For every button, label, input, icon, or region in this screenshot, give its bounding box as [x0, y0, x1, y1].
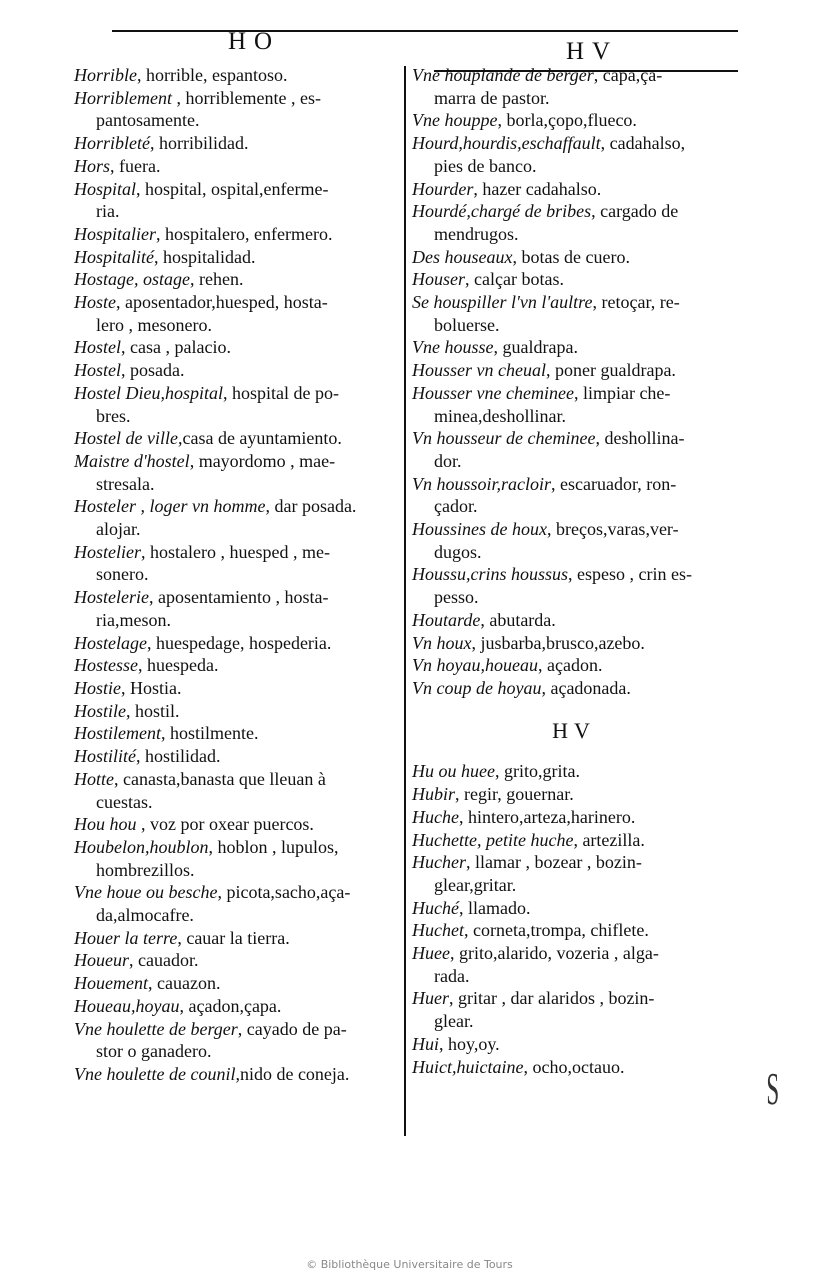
- entry-headword: Horriblement: [74, 87, 172, 108]
- dictionary-entry: [74, 632, 392, 655]
- entry-translation: , horriblemente , es-: [172, 87, 321, 108]
- entry-translation: , corneta,trompa, chiflete.: [463, 920, 649, 941]
- entry-translation: , regir, gouernar.: [455, 784, 574, 805]
- dictionary-entry: [74, 541, 392, 586]
- dictionary-entry: [412, 829, 736, 852]
- entry-translation: , hostil.: [126, 700, 180, 721]
- entry-headword: Hostie: [74, 677, 121, 698]
- entry-translation: , capa,ça-: [593, 65, 663, 85]
- dictionary-entry: [412, 609, 736, 632]
- entry-translation: , hospitalero, enfermero.: [156, 223, 333, 244]
- entry-translation: , grito,grita.: [494, 761, 580, 782]
- entry-translation: , cargado de: [591, 201, 679, 222]
- dictionary-entry: [412, 291, 736, 336]
- entry-headword: Hubir: [412, 784, 456, 805]
- dictionary-entry: [412, 268, 736, 291]
- dictionary-entry: [412, 783, 736, 806]
- dictionary-entry: [412, 632, 736, 655]
- entry-translation: , canasta,banasta que lleuan à: [114, 768, 326, 789]
- entry-headword: Houser: [412, 269, 465, 290]
- dictionary-entry: [412, 563, 736, 608]
- entry-translation: , breços,varas,ver-: [546, 519, 679, 540]
- dictionary-entry: [74, 813, 392, 836]
- entry-continuation: sonero.: [96, 564, 149, 585]
- entry-translation: , cauador.: [129, 950, 199, 971]
- entry-headword: Hostelerie: [74, 587, 149, 608]
- dictionary-entry: [412, 132, 736, 177]
- entry-translation: , botas de cuero.: [512, 246, 630, 267]
- entry-translation: , açadon.: [537, 655, 603, 676]
- entry-translation: ,casa de ayuntamiento.: [177, 428, 342, 449]
- entry-translation: , hintero,arteza,harinero.: [458, 806, 636, 827]
- dictionary-entry: [412, 200, 736, 245]
- footer-copyright: © Bibliothèque Universitaire de Tours: [306, 1258, 513, 1271]
- entry-headword: Houssines de houx: [412, 519, 547, 540]
- entry-headword: Vne housse: [412, 337, 494, 358]
- dictionary-entry: [412, 806, 736, 829]
- entry-translation: , limpiar che-: [573, 382, 671, 403]
- entry-translation: , grito,alarido, vozeria , alga-: [449, 943, 659, 964]
- entry-translation: , horribilidad.: [150, 133, 249, 154]
- page-edge-mark: S: [766, 1063, 780, 1114]
- dictionary-entry: [74, 382, 392, 427]
- entry-translation: , jusbarba,brusco,azebo.: [471, 632, 645, 653]
- entry-headword: Houeur: [74, 950, 129, 971]
- entry-headword: Huchet: [412, 920, 464, 941]
- entry-headword: Hucher: [412, 852, 466, 873]
- entry-headword: Houtarde: [412, 609, 481, 630]
- entry-headword: Vne houlette de berger: [74, 1018, 238, 1039]
- entry-continuation: çador.: [434, 496, 478, 517]
- dictionary-entry: [412, 64, 736, 109]
- entry-headword: Hostilement: [74, 723, 161, 744]
- entry-translation: , açadonada.: [541, 677, 631, 698]
- entry-headword: Huche: [412, 806, 459, 827]
- entry-headword: Hui: [412, 1033, 439, 1054]
- entry-headword: Hospital: [74, 178, 137, 199]
- dictionary-entry: [74, 1018, 392, 1063]
- entry-headword: Hoste: [74, 292, 116, 313]
- entry-continuation: dugos.: [434, 541, 482, 562]
- dictionary-entry: [412, 518, 736, 563]
- entry-headword: Hostel: [74, 337, 121, 358]
- entry-translation: , mayordomo , mae-: [189, 450, 336, 471]
- entry-translation: , rehen.: [190, 269, 244, 290]
- dictionary-entry: [412, 336, 736, 359]
- entry-translation: , casa , palacio.: [121, 337, 231, 358]
- dictionary-entry: [412, 382, 736, 427]
- entry-headword: Hostesse: [74, 655, 138, 676]
- entry-translation: , cadahalso,: [600, 133, 686, 154]
- entry-headword: Huer: [412, 988, 449, 1009]
- entry-headword: Houer la terre: [74, 927, 178, 948]
- right-column-ho-entries: [412, 64, 736, 700]
- dictionary-entry: [412, 760, 736, 783]
- dictionary-entry: [74, 836, 392, 881]
- entry-headword: Hospitalité: [74, 246, 154, 267]
- entry-translation: , hostalero , huesped , me-: [141, 541, 330, 562]
- dictionary-entry: [412, 654, 736, 677]
- entry-continuation: stresala.: [96, 473, 155, 494]
- entry-continuation: mendrugos.: [434, 223, 519, 244]
- dictionary-entry: [412, 919, 736, 942]
- entry-continuation: rada.: [434, 965, 470, 986]
- entry-headword: Vn houx: [412, 632, 472, 653]
- entry-translation: , poner gualdrapa.: [545, 360, 676, 381]
- entry-headword: Vn housseur de cheminee: [412, 428, 596, 449]
- entry-headword: Vn hoyau,houeau: [412, 655, 538, 676]
- entry-continuation: alojar.: [96, 519, 141, 540]
- entry-headword: Vne houlette de counil: [74, 1063, 236, 1084]
- dictionary-entry: [74, 995, 392, 1018]
- entry-headword: Vn coup de hoyau: [412, 677, 542, 698]
- entry-translation: , borla,çopo,flueco.: [497, 110, 637, 131]
- entry-headword: Hosteler , loger vn homme: [74, 496, 266, 517]
- entry-continuation: pies de banco.: [434, 155, 537, 176]
- entry-headword: Houbelon,houblon: [74, 836, 209, 857]
- dictionary-entry: [74, 427, 392, 450]
- entry-translation: , deshollina-: [595, 428, 685, 449]
- dictionary-entry: [412, 1033, 736, 1056]
- entry-translation: , hoy,oy.: [439, 1033, 500, 1054]
- entry-translation: , escaruador, ron-: [551, 473, 677, 494]
- dictionary-entry: [412, 246, 736, 269]
- dictionary-entry: [74, 1063, 392, 1086]
- column-divider: [404, 66, 406, 1136]
- entry-continuation: lero , mesonero.: [96, 314, 212, 335]
- entry-headword: Se houspiller l'vn l'aultre: [412, 292, 593, 313]
- entry-headword: Hostelage: [74, 632, 147, 653]
- entry-headword: Housser vn cheual: [412, 360, 546, 381]
- entry-translation: , hospital, ospital,enferme-: [136, 178, 329, 199]
- dictionary-entry: [74, 359, 392, 382]
- dictionary-entry: [74, 246, 392, 269]
- dictionary-entry: [74, 927, 392, 950]
- entry-translation: ,nido de coneja.: [235, 1063, 350, 1084]
- entry-translation: , açadon,çapa.: [179, 995, 282, 1016]
- entry-translation: , huespeda.: [138, 655, 219, 676]
- entry-headword: Hostel: [74, 360, 121, 381]
- section-heading-hv: HV: [552, 717, 596, 743]
- dictionary-entry: [412, 897, 736, 920]
- dictionary-entry: [74, 132, 392, 155]
- dictionary-entry: [74, 64, 392, 87]
- entry-translation: , abutarda.: [480, 609, 556, 630]
- entry-continuation: minea,deshollinar.: [434, 405, 566, 426]
- entry-continuation: ria,meson.: [96, 609, 171, 630]
- entry-continuation: pesso.: [434, 587, 479, 608]
- entry-continuation: bres.: [96, 405, 131, 426]
- entry-translation: , cauar la tierra.: [177, 927, 290, 948]
- entry-continuation: stor o ganadero.: [96, 1041, 212, 1062]
- right-column-hv-entries: [412, 760, 736, 1078]
- entry-translation: , hoblon , lupulos,: [208, 836, 339, 857]
- entry-translation: , aposentamiento , hosta-: [148, 587, 329, 608]
- entry-headword: Hostile: [74, 700, 126, 721]
- entry-translation: , Hostia.: [121, 677, 182, 698]
- entry-headword: Houement: [74, 973, 148, 994]
- dictionary-entry: [412, 427, 736, 472]
- entry-headword: Huché: [412, 897, 459, 918]
- entry-headword: Horrible: [74, 65, 137, 85]
- entry-translation: , posada.: [121, 360, 185, 381]
- dictionary-entry: [74, 178, 392, 223]
- dictionary-entry: [412, 359, 736, 382]
- entry-continuation: pantosamente.: [96, 110, 200, 131]
- entry-translation: , dar posada.: [265, 496, 357, 517]
- entry-continuation: dor.: [434, 450, 462, 471]
- dictionary-entry: [74, 291, 392, 336]
- entry-continuation: boluerse.: [434, 314, 500, 335]
- entry-translation: , ocho,octauo.: [523, 1056, 625, 1077]
- left-column: [74, 64, 392, 1086]
- entry-headword: Maistre d'hostel: [74, 450, 190, 471]
- dictionary-entry: [74, 450, 392, 495]
- entry-translation: , aposentador,huesped, hosta-: [116, 292, 328, 313]
- entry-headword: Hors: [74, 155, 111, 176]
- running-head-right: HV: [566, 38, 619, 65]
- entry-translation: , hostilmente.: [161, 723, 259, 744]
- dictionary-entry: [412, 942, 736, 987]
- entry-headword: Hostel Dieu,hospital: [74, 382, 223, 403]
- entry-translation: , artezilla.: [573, 829, 645, 850]
- entry-headword: Housser vne cheminee: [412, 382, 574, 403]
- entry-headword: Houssu,crins houssus: [412, 564, 569, 585]
- entry-headword: Hourdé,chargé de bribes: [412, 201, 592, 222]
- right-column: [412, 64, 736, 1078]
- dictionary-entry: [412, 987, 736, 1032]
- dictionary-entry: [74, 768, 392, 813]
- dictionary-entry: [74, 722, 392, 745]
- entry-translation: , cayado de pa-: [237, 1018, 347, 1039]
- dictionary-entry: [74, 87, 392, 132]
- entry-translation: , calçar botas.: [465, 269, 564, 290]
- entry-translation: , picota,sacho,aça-: [217, 882, 351, 903]
- entry-continuation: da,almocafre.: [96, 905, 194, 926]
- entry-translation: , huespedage, hospederia.: [146, 632, 332, 653]
- entry-translation: , gualdrapa.: [493, 337, 578, 358]
- entry-headword: Hourd,hourdis,eschaffault: [412, 133, 601, 154]
- dictionary-entry: [412, 109, 736, 132]
- entry-continuation: marra de pastor.: [434, 87, 550, 108]
- header-rule: [112, 30, 738, 32]
- entry-headword: Huee: [412, 943, 450, 964]
- dictionary-entry: [74, 949, 392, 972]
- entry-translation: , cauazon.: [147, 973, 221, 994]
- entry-headword: Hospitalier: [74, 223, 157, 244]
- entry-translation: , hospital de po-: [223, 382, 339, 403]
- entry-translation: , horrible, espantoso.: [137, 65, 288, 85]
- entry-headword: Houeau,hoyau: [74, 995, 180, 1016]
- entry-translation: , hostilidad.: [136, 746, 221, 767]
- entry-translation: , llamado.: [458, 897, 531, 918]
- entry-continuation: hombrezillos.: [96, 859, 195, 880]
- entry-translation: , llamar , bozear , bozin-: [465, 852, 642, 873]
- entry-headword: Hostilité: [74, 746, 136, 767]
- entry-headword: Vne houe ou besche: [74, 882, 218, 903]
- entry-translation: , hazer cadahalso.: [473, 178, 602, 199]
- entry-headword: Vn houssoir,racloir: [412, 473, 552, 494]
- dictionary-entry: [74, 268, 392, 291]
- dictionary-entry: [74, 336, 392, 359]
- entry-continuation: glear.: [434, 1011, 474, 1032]
- dictionary-entry: [74, 155, 392, 178]
- entry-headword: Huchette, petite huche: [412, 829, 574, 850]
- dictionary-entry: [74, 495, 392, 540]
- entry-continuation: ria.: [96, 201, 120, 222]
- dictionary-entry: [74, 223, 392, 246]
- dictionary-entry: [412, 178, 736, 201]
- entry-headword: Hou hou: [74, 814, 137, 835]
- entry-headword: Hourder: [412, 178, 474, 199]
- dictionary-entry: [412, 851, 736, 896]
- dictionary-entry: [412, 677, 736, 700]
- dictionary-entry: [74, 972, 392, 995]
- dictionary-entry: [74, 745, 392, 768]
- entry-continuation: cuestas.: [96, 791, 153, 812]
- entry-translation: , espeso , crin es-: [568, 564, 692, 585]
- entry-headword: Hostelier: [74, 541, 141, 562]
- dictionary-entry: [74, 700, 392, 723]
- entry-translation: , voz por oxear puercos.: [136, 814, 314, 835]
- entry-translation: , retoçar, re-: [592, 292, 680, 313]
- entry-translation: , hospitalidad.: [154, 246, 256, 267]
- dictionary-entry: [412, 1056, 736, 1079]
- dictionary-entry: [74, 677, 392, 700]
- entry-headword: Vne houppe: [412, 110, 498, 131]
- entry-headword: Huict,huictaine: [412, 1056, 524, 1077]
- entry-headword: Hostel de ville: [74, 428, 178, 449]
- entry-headword: Horribleté: [74, 133, 150, 154]
- running-head-left: HO: [228, 28, 281, 55]
- entry-headword: Hostage, ostage: [74, 269, 190, 290]
- entry-headword: Hu ou huee: [412, 761, 495, 782]
- entry-continuation: glear,gritar.: [434, 874, 517, 895]
- entry-translation: , gritar , dar alaridos , bozin-: [449, 988, 655, 1009]
- entry-headword: Hotte: [74, 768, 114, 789]
- dictionary-entry: [412, 473, 736, 518]
- entry-headword: Des houseaux: [412, 246, 513, 267]
- entry-translation: , fuera.: [110, 155, 161, 176]
- dictionary-entry: [74, 654, 392, 677]
- dictionary-entry: [74, 881, 392, 926]
- entry-headword: Vne houplande de berger: [412, 65, 594, 85]
- dictionary-entry: [74, 586, 392, 631]
